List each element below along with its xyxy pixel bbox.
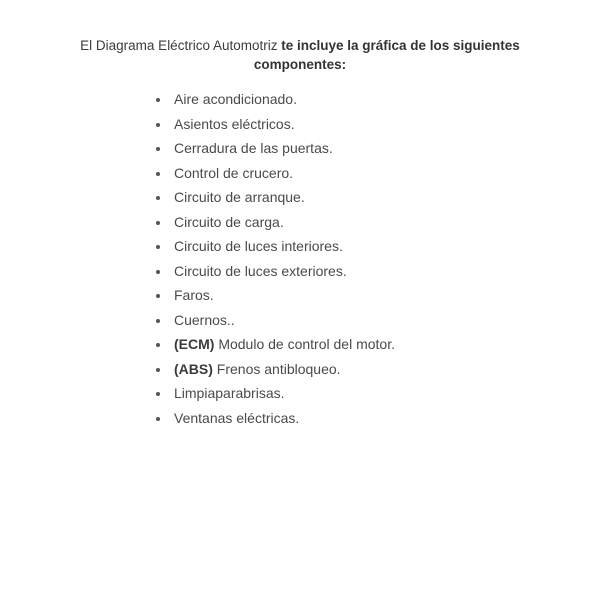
- list-item-text: Circuito de luces interiores.: [174, 238, 343, 254]
- list-item: [154, 112, 395, 137]
- list-item: [154, 87, 395, 112]
- bullet-icon: [156, 221, 160, 225]
- list-item: [154, 381, 395, 406]
- list-item: [154, 308, 395, 333]
- bullet-icon: [156, 343, 160, 347]
- list-item-tag: (ECM): [174, 336, 215, 352]
- list-item: [154, 357, 395, 382]
- list-item-text: Aire acondicionado.: [174, 91, 297, 107]
- intro-bold-text: te incluye la gráfica de los siguientes componentes:: [253, 38, 520, 72]
- intro-plain-text: El Diagrama Eléctrico Automotriz: [80, 38, 282, 53]
- list-item-text: Frenos antibloqueo.: [212, 360, 341, 377]
- bullet-icon: [156, 245, 160, 249]
- list-item-text: Faros.: [174, 287, 214, 303]
- list-item-text: Asientos eléctricos.: [174, 115, 295, 132]
- list-item: [154, 234, 395, 259]
- bullet-icon: [156, 196, 160, 200]
- list-item-text: Cuernos..: [174, 311, 235, 328]
- list-item-text: Ventanas eléctricas.: [174, 409, 300, 426]
- list-item: [154, 136, 395, 161]
- bullet-icon: [156, 294, 160, 298]
- bullet-icon: [156, 98, 160, 102]
- bullet-icon: [156, 270, 160, 274]
- list-item-text: Limpiaparabrisas.: [174, 385, 285, 401]
- list-item-text: Modulo de control del motor.: [214, 336, 395, 352]
- list-item: [154, 259, 395, 284]
- list-item: [154, 332, 395, 357]
- bullet-icon: [156, 392, 160, 396]
- list-item: [154, 161, 395, 186]
- bullet-icon: [156, 147, 160, 151]
- bullet-icon: [156, 319, 160, 323]
- list-item-text: Circuito de luces exteriores.: [174, 262, 347, 279]
- list-item-text: Circuito de arranque.: [174, 189, 305, 205]
- list-item-text: Control de crucero.: [174, 164, 294, 181]
- bullet-icon: [156, 417, 160, 421]
- list-item-text: Circuito de carga.: [174, 213, 284, 230]
- list-item-tag: (ABS): [174, 360, 213, 377]
- list-item: [154, 406, 395, 431]
- components-list: [154, 87, 395, 430]
- list-item: [154, 210, 395, 235]
- bullet-icon: [156, 368, 160, 372]
- bullet-icon: [156, 123, 160, 127]
- bullet-icon: [156, 172, 160, 176]
- list-item-text: Cerradura de las puertas.: [174, 140, 333, 156]
- list-item: [154, 185, 395, 210]
- list-item: [154, 283, 395, 308]
- intro-paragraph: [40, 36, 560, 74]
